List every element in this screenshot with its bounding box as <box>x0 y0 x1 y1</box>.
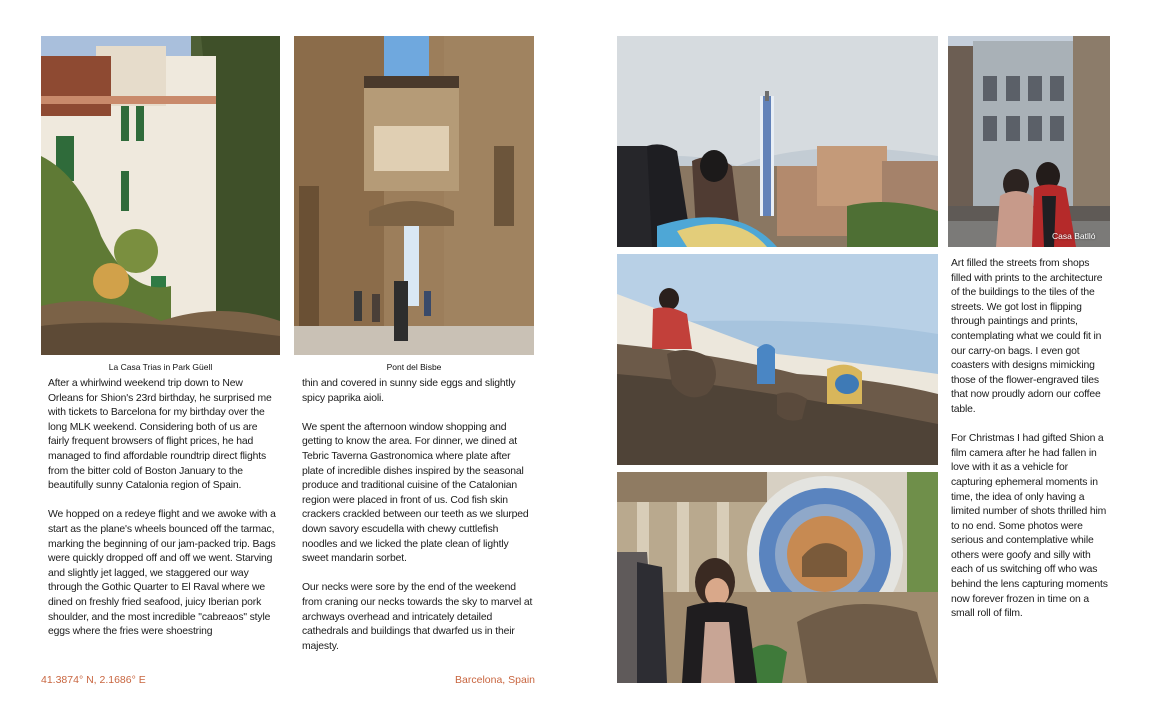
left-column-text <box>48 377 280 640</box>
photo-serpent-bench <box>617 254 938 465</box>
photo-park-guell-view <box>617 36 938 247</box>
paragraph: thin and covered in sunny side eggs and slightly spicy paprika aioli. <box>302 378 516 404</box>
caption-casa-batllo: Casa Batlló <box>1052 231 1096 241</box>
paragraph: Art filled the streets from shops filled with prints to the architecture of the buildings to the tiles of the streets. We got lost in flipping through paintings and prints, contemplating what we could fit in our carry-on bags. I even got coasters with designs mimicking those of the flower-engraved tiles that now proudly adorn our coffee table. <box>951 258 1103 415</box>
photo-casa-batllo <box>948 36 1110 247</box>
photo-mosaic-medallion <box>617 472 938 683</box>
footer-location: Barcelona, Spain <box>455 674 535 686</box>
paragraph: After a whirlwind weekend trip down to New Orleans for Shion's 23rd birthday, he surprised me with tickets to Barcelona for my birthday over the long MLK weekend. Considering both of us are fairly frequent browsers of flight prices, he had managed to find affordable roundtrip direct flights from the bitter cold of Boston January to the beautifully sunny Catalonia region of Spain. <box>48 378 272 492</box>
photo-pont-del-bisbe <box>294 36 534 355</box>
photo-casa-trias <box>41 36 280 355</box>
footer-coordinates: 41.3874° N, 2.1686° E <box>41 674 146 686</box>
caption-casa-trias: La Casa Trias in Park Güell <box>108 362 213 372</box>
paragraph: We hopped on a redeye flight and we awoke with a start as the plane's wheels bounced off the tarmac, marking the beginning of our jam-packed trip. Bags were quickly dropped off and off we went. Starving and slightly jet lagged, we staggered our way through the Gothic Quarter to El Raval where we dined on freshly fried seafood, juicy Iberian pork shoulder, and the most incredible "cabreaos" style eggs where the fries were shoestring <box>48 509 276 638</box>
paragraph: For Christmas I had gifted Shion a film camera after he had fallen in love with it as a vehicle for capturing ephemeral moments in time, the idea of only having a limited number of shots thrilled him to no end. Some photos were serious and contemplative while others were goofy and silly with each of us switching off who was behind the lens capturing moments now forever frozen in time on a small roll of film. <box>951 433 1108 620</box>
paragraph: Our necks were sore by the end of the weekend from craning our necks towards the sky to marvel at archways overhead and intricately detailed cathedrals and buildings that dwarfed us in their majesty. <box>302 582 533 652</box>
paragraph: We spent the afternoon window shopping and getting to know the area. For dinner, we dined at Tebric Taverna Gastronomica where plate after plate of incredible dishes inspired by the seasonal produce and traditional cuisine of the Catalonian region were placed in front of us. Cod fish skin crackers crackled between our teeth as we slurped down savory escudella with chewy cuttlefish noodles and we licked the plate clean of lightly sweet mandarin sorbet. <box>302 421 529 565</box>
caption-pont-del-bisbe: Pont del Bisbe <box>386 362 442 372</box>
right-column-text <box>951 257 1111 622</box>
middle-column-text <box>302 377 534 654</box>
